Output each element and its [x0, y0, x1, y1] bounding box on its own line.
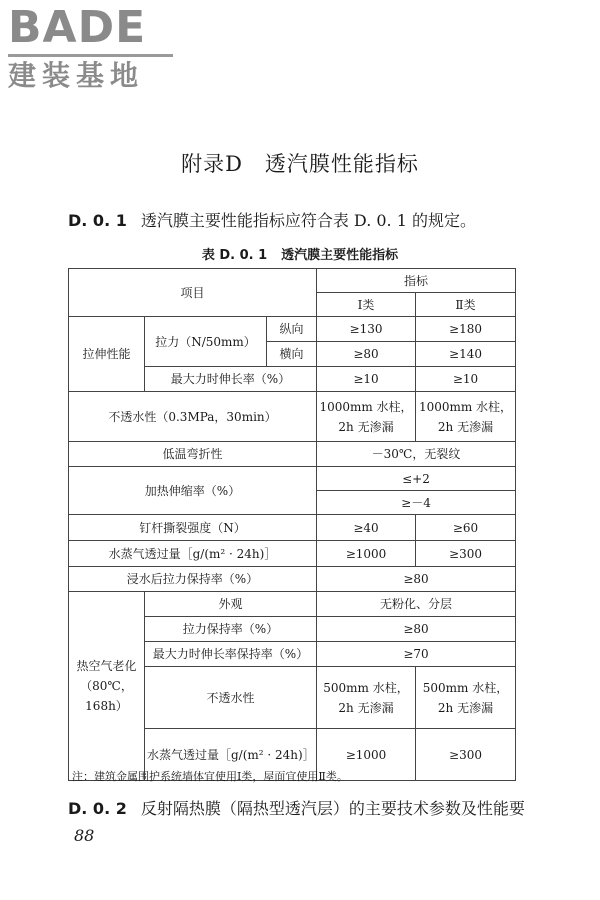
clause-number: D. 0. 2 — [68, 799, 127, 818]
nail-tear-label: 钉杆撕裂强度（N） — [69, 515, 317, 541]
soak-label: 浸水后拉力保持率（%） — [69, 567, 317, 592]
table-caption — [0, 244, 600, 263]
aging-tension-value: ≥80 — [317, 617, 516, 642]
nail-tear-c1: ≥40 — [317, 515, 416, 541]
aging-group: 热空气老化 （80℃，168h） — [69, 592, 145, 781]
table-number: 表 D. 0. 1 — [201, 248, 268, 263]
aging-elongation-value: ≥70 — [317, 642, 516, 667]
aging-vapor-c2: ≥300 — [416, 729, 516, 781]
transverse-label: 横向 — [267, 342, 317, 367]
vapor-c2: ≥300 — [416, 541, 516, 567]
heat-shrink-value-2: ≥－4 — [317, 491, 516, 515]
header-class-2: Ⅱ类 — [416, 293, 516, 317]
spec-table — [68, 268, 516, 781]
table-note: 注：建筑金属围护系统墙体宜使用Ⅰ类，屋面宜使用Ⅱ类。 — [72, 770, 348, 783]
table-row — [69, 467, 516, 491]
soak-value: ≥80 — [317, 567, 516, 592]
header-indicator: 指标 — [317, 269, 516, 293]
table-row — [69, 592, 516, 617]
longitudinal-c1: ≥130 — [317, 317, 416, 342]
table-row — [69, 515, 516, 541]
appendix-title: 附录D 透汽膜性能指标 — [181, 152, 419, 176]
clause-d02 — [68, 796, 525, 819]
clause-number: D. 0. 1 — [68, 211, 127, 230]
aging-elongation-label: 最大力时伸长率保持率（%） — [145, 642, 317, 667]
table-row — [69, 392, 516, 442]
impermeability-label: 不透水性（0.3MPa，30min） — [69, 392, 317, 442]
aging-impermeability-label: 不透水性 — [145, 667, 317, 729]
aging-appearance-value: 无粉化、分层 — [317, 592, 516, 617]
clause-d01 — [68, 208, 476, 231]
brand-logo — [8, 4, 183, 92]
vapor-label: 水蒸气透过量［g/(m² · 24h)］ — [69, 541, 317, 567]
aging-appearance-label: 外观 — [145, 592, 317, 617]
impermeability-c2: 1000mm 水柱， 2h 无渗漏 — [416, 392, 516, 442]
longitudinal-c2: ≥180 — [416, 317, 516, 342]
table-row — [69, 567, 516, 592]
clause-text: 反射隔热膜（隔热型透汽层）的主要技术参数及性能要 — [140, 799, 525, 818]
page-number: 88 — [74, 826, 95, 845]
table-row — [69, 541, 516, 567]
tensile-force-label: 拉力（N/50mm） — [145, 317, 267, 367]
aging-impermeability-c2: 500mm 水柱， 2h 无渗漏 — [416, 667, 516, 729]
transverse-c1: ≥80 — [317, 342, 416, 367]
clause-text: 透汽膜主要性能指标应符合表 D. 0. 1 的规定。 — [140, 211, 476, 230]
elongation-c1: ≥10 — [317, 367, 416, 392]
nail-tear-c2: ≥60 — [416, 515, 516, 541]
logo-wordmark: BADE — [8, 2, 147, 53]
low-temp-label: 低温弯折性 — [69, 442, 317, 467]
low-temp-value: －30℃，无裂纹 — [317, 442, 516, 467]
longitudinal-label: 纵向 — [267, 317, 317, 342]
heat-shrink-value-1: ≤+2 — [317, 467, 516, 491]
table-row — [69, 442, 516, 467]
header-item: 项目 — [69, 269, 317, 317]
elongation-c2: ≥10 — [416, 367, 516, 392]
tensile-group: 拉伸性能 — [69, 317, 145, 392]
heat-shrink-label: 加热伸缩率（%） — [69, 467, 317, 515]
table-row — [69, 317, 516, 342]
impermeability-c1: 1000mm 水柱， 2h 无渗漏 — [317, 392, 416, 442]
transverse-c2: ≥140 — [416, 342, 516, 367]
elongation-label: 最大力时伸长率（%） — [145, 367, 317, 392]
aging-vapor-c1: ≥1000 — [317, 729, 416, 781]
logo-divider — [8, 54, 173, 57]
aging-tension-label: 拉力保持率（%） — [145, 617, 317, 642]
aging-vapor-label: 水蒸气透过量［g/(m² · 24h)］ — [145, 729, 317, 781]
table-row — [69, 269, 516, 293]
aging-impermeability-c1: 500mm 水柱， 2h 无渗漏 — [317, 667, 416, 729]
table-title: 透汽膜主要性能指标 — [281, 248, 399, 263]
vapor-c1: ≥1000 — [317, 541, 416, 567]
header-class-1: Ⅰ类 — [317, 293, 416, 317]
logo-subtitle: 建装基地 — [8, 59, 145, 92]
